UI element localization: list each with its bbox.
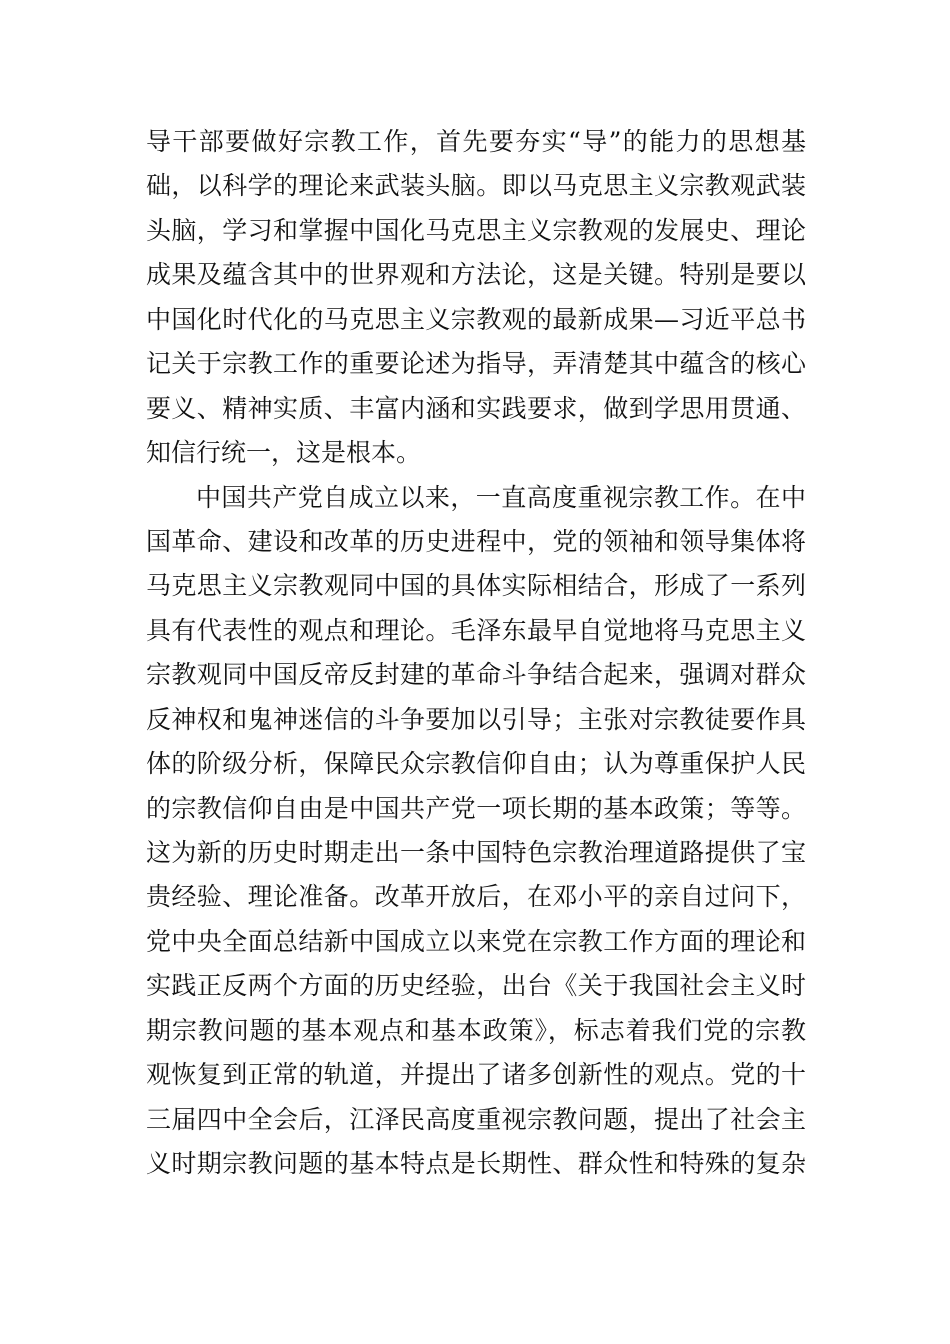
text-line: 知信行统一，这是根本。 (146, 438, 422, 468)
text-line: 宗教观同中国反帝反封建的革命斗争结合起来，强调对群众 (146, 660, 806, 690)
paragraph-1 (146, 120, 806, 476)
text-line: 的宗教信仰自由是中国共产党一项长期的基本政策；等等。 (146, 793, 806, 823)
text-line: 这为新的历史时期走出一条中国特色宗教治理道路提供了宝 (146, 838, 806, 867)
text-line: 要义、精神实质、丰富内涵和实践要求，做到学思用贯通、 (146, 393, 806, 423)
text-line: 马克思主义宗教观同中国的具体实际相结合，形成了一系列 (146, 571, 806, 601)
text-line: 国革命、建设和改革的历史进程中，党的领袖和领导集体将 (146, 526, 806, 556)
text-line: 体的阶级分析，保障民众宗教信仰自由；认为尊重保护人民 (146, 749, 806, 779)
text-line: 导干部要做好宗教工作，首先要夯实“导”的能力的思想基 (146, 127, 806, 156)
text-line: 头脑，学习和掌握中国化马克思主义宗教观的发展史、理论 (146, 215, 806, 245)
text-line: 记关于宗教工作的重要论述为指导，弄清楚其中蕴含的核心 (146, 349, 806, 379)
text-line: 成果及蕴含其中的世界观和方法论，这是关键。特别是要以 (146, 260, 806, 290)
text-line: 实践正反两个方面的历史经验，出台《关于我国社会主义时 (146, 971, 806, 1001)
text-line: 中国共产党自成立以来，一直高度重视宗教工作。在中 (196, 482, 806, 512)
text-line: 期宗教问题的基本观点和基本政策》，标志着我们党的宗教 (146, 1015, 806, 1045)
text-line: 三届四中全会后，江泽民高度重视宗教问题，提出了社会主 (146, 1104, 806, 1134)
text-line: 党中央全面总结新中国成立以来党在宗教工作方面的理论和 (146, 926, 806, 956)
text-line: 贵经验、理论准备。改革开放后，在邓小平的亲自过问下， (146, 882, 806, 912)
text-line: 中国化时代化的马克思主义宗教观的最新成果—习近平总书 (146, 304, 806, 334)
text-line: 义时期宗教问题的基本特点是长期性、群众性和特殊的复杂 (146, 1149, 806, 1179)
document-page (146, 120, 806, 1187)
text-line: 观恢复到正常的轨道，并提出了诸多创新性的观点。党的十 (146, 1060, 806, 1090)
text-line: 反神权和鬼神迷信的斗争要加以引导；主张对宗教徒要作具 (146, 704, 806, 734)
text-line: 础，以科学的理论来武装头脑。即以马克思主义宗教观武装 (146, 171, 806, 201)
paragraph-2 (146, 476, 806, 1187)
text-line: 具有代表性的观点和理论。毛泽东最早自觉地将马克思主义 (146, 615, 806, 645)
